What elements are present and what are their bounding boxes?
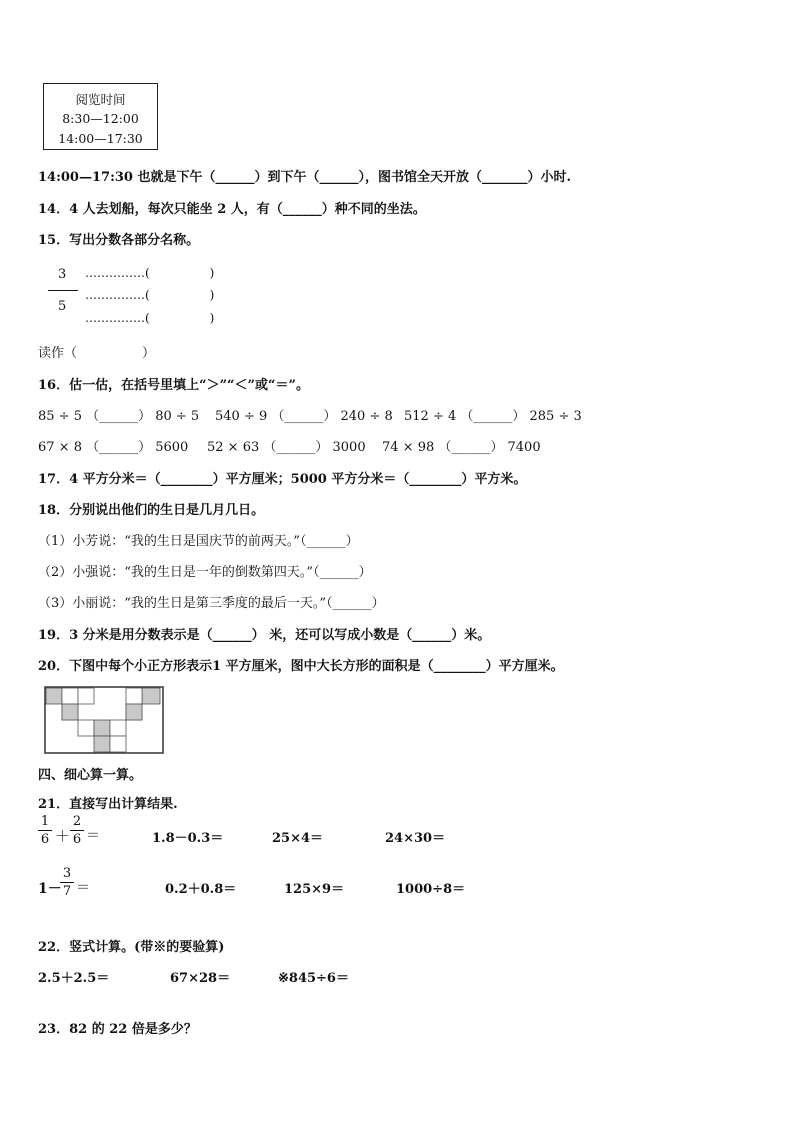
calc-1-8-minus-0-3: 1.8－0.3＝ <box>152 831 224 846</box>
numerator-name-blank: ……………( ) <box>85 266 215 280</box>
denominator: 6 <box>72 832 82 847</box>
grid-square <box>62 704 78 720</box>
question-22-prompt: 22．竖式计算。(带※的要验算) <box>38 940 225 955</box>
square-grid-figure <box>44 686 164 754</box>
fraction-bar <box>38 830 52 831</box>
question-18-item-1: （1）小芳说：“我的生日是国庆节的前两天。”（______） <box>38 534 359 549</box>
numerator: 2 <box>72 814 82 829</box>
fraction-numerator: 3 <box>58 267 67 282</box>
schedule-box <box>43 83 158 150</box>
question-16-prompt: 16．估一估，在括号里填上“＞”“＜”或“＝”。 <box>38 378 309 393</box>
schedule-slot-afternoon: 14:00—17:30 <box>58 131 143 146</box>
question-23-text: 23．82 的 22 倍是多少？ <box>38 1022 197 1037</box>
question-18-prompt: 18．分别说出他们的生日是几月几日。 <box>38 503 265 518</box>
grid-square <box>126 704 142 720</box>
vertical-calc-2-5-plus-2-5: 2.5＋2.5＝ <box>38 971 110 986</box>
denominator-name-blank: ……………( ) <box>85 311 215 325</box>
grid-square <box>110 720 126 736</box>
grid-square <box>142 688 160 704</box>
grid-square <box>110 736 126 752</box>
schedule-title: 阅览时间 <box>75 92 126 107</box>
fraction-denominator: 5 <box>58 299 67 314</box>
calc-24-times-30: 24×30＝ <box>385 831 446 846</box>
q16-row1-item2: 540 ÷ 9 （______） 240 ÷ 8 <box>215 409 393 424</box>
vertical-calc-845-div-6: ※845÷6＝ <box>278 971 349 986</box>
fraction-bar <box>60 882 74 883</box>
calc-0-2-plus-0-8: 0.2＋0.8＝ <box>165 882 237 897</box>
question-18-item-2: （2）小强说：“我的生日是一年的倒数第四天。”（______） <box>38 565 372 580</box>
q16-row2-item1: 67 × 8 （______） 5600 <box>38 440 189 455</box>
numerator: 3 <box>62 866 72 881</box>
question-20-text: 20．下图中每个小正方形表示1 平方厘米，图中大长方形的面积是（________）平方厘米。 <box>38 659 564 674</box>
question-17-text: 17．4 平方分米＝（________）平方厘米；5000 平方分米＝（________）平方米。 <box>38 472 527 487</box>
grid-square <box>78 688 94 704</box>
equals-sign: ＝ <box>86 828 100 844</box>
plus-sign: ＋ <box>55 827 71 845</box>
grid-square <box>62 688 78 704</box>
grid-square <box>78 720 94 736</box>
fraction-one-sixth <box>38 814 52 847</box>
section-4-title: 四、细心算一算。 <box>38 768 143 783</box>
numerator: 1 <box>40 814 50 829</box>
calc-1000-div-8: 1000÷8＝ <box>396 882 466 897</box>
calc-125-times-9: 125×9＝ <box>284 882 345 897</box>
calc-25-times-4: 25×4＝ <box>272 831 324 846</box>
schedule-slot-morning: 8:30—12:00 <box>62 111 139 126</box>
question-14-text: 14．4 人去划船，每次只能坐 2 人，有（______）种不同的坐法。 <box>38 202 426 217</box>
question-21-prompt: 21．直接写出计算结果. <box>38 797 178 812</box>
equals-sign-2: ＝ <box>76 880 90 896</box>
q16-row2-item3: 74 × 98 （______） 7400 <box>382 440 541 455</box>
vertical-calc-67-times-28: 67×28＝ <box>170 971 231 986</box>
grid-square <box>94 720 110 736</box>
denominator: 6 <box>40 832 50 847</box>
fraction-three-sevenths <box>60 866 74 899</box>
q16-row1-item3: 512 ÷ 4 （______） 285 ÷ 3 <box>404 409 582 424</box>
grid-square <box>126 688 142 704</box>
read-as-blank: 读作（ ） <box>38 346 156 361</box>
q16-row1-item1: 85 ÷ 5 （______） 80 ÷ 5 <box>38 409 200 424</box>
fraction-bar <box>48 290 78 291</box>
grid-square <box>94 736 110 752</box>
question-18-item-3: （3）小丽说：“我的生日是第三季度的最后一天。”（______） <box>38 596 385 611</box>
fraction-two-sixths <box>70 814 84 847</box>
fraction-bar <box>70 830 84 831</box>
question-13-text: 14:00—17:30 也就是下午（______）到下午（______），图书馆全天开放（_______）小时. <box>38 170 572 185</box>
question-19-text: 19．3 分米是用分数表示是（______） 米，还可以写成小数是（______）米。 <box>38 628 491 643</box>
q16-row2-item2: 52 × 63 （______） 3000 <box>207 440 366 455</box>
question-15-prompt: 15．写出分数各部分名称。 <box>38 233 200 248</box>
denominator: 7 <box>62 884 72 899</box>
one-minus: 1－ <box>38 881 62 897</box>
bar-name-blank: ……………( ) <box>85 288 215 302</box>
grid-square <box>46 688 62 704</box>
